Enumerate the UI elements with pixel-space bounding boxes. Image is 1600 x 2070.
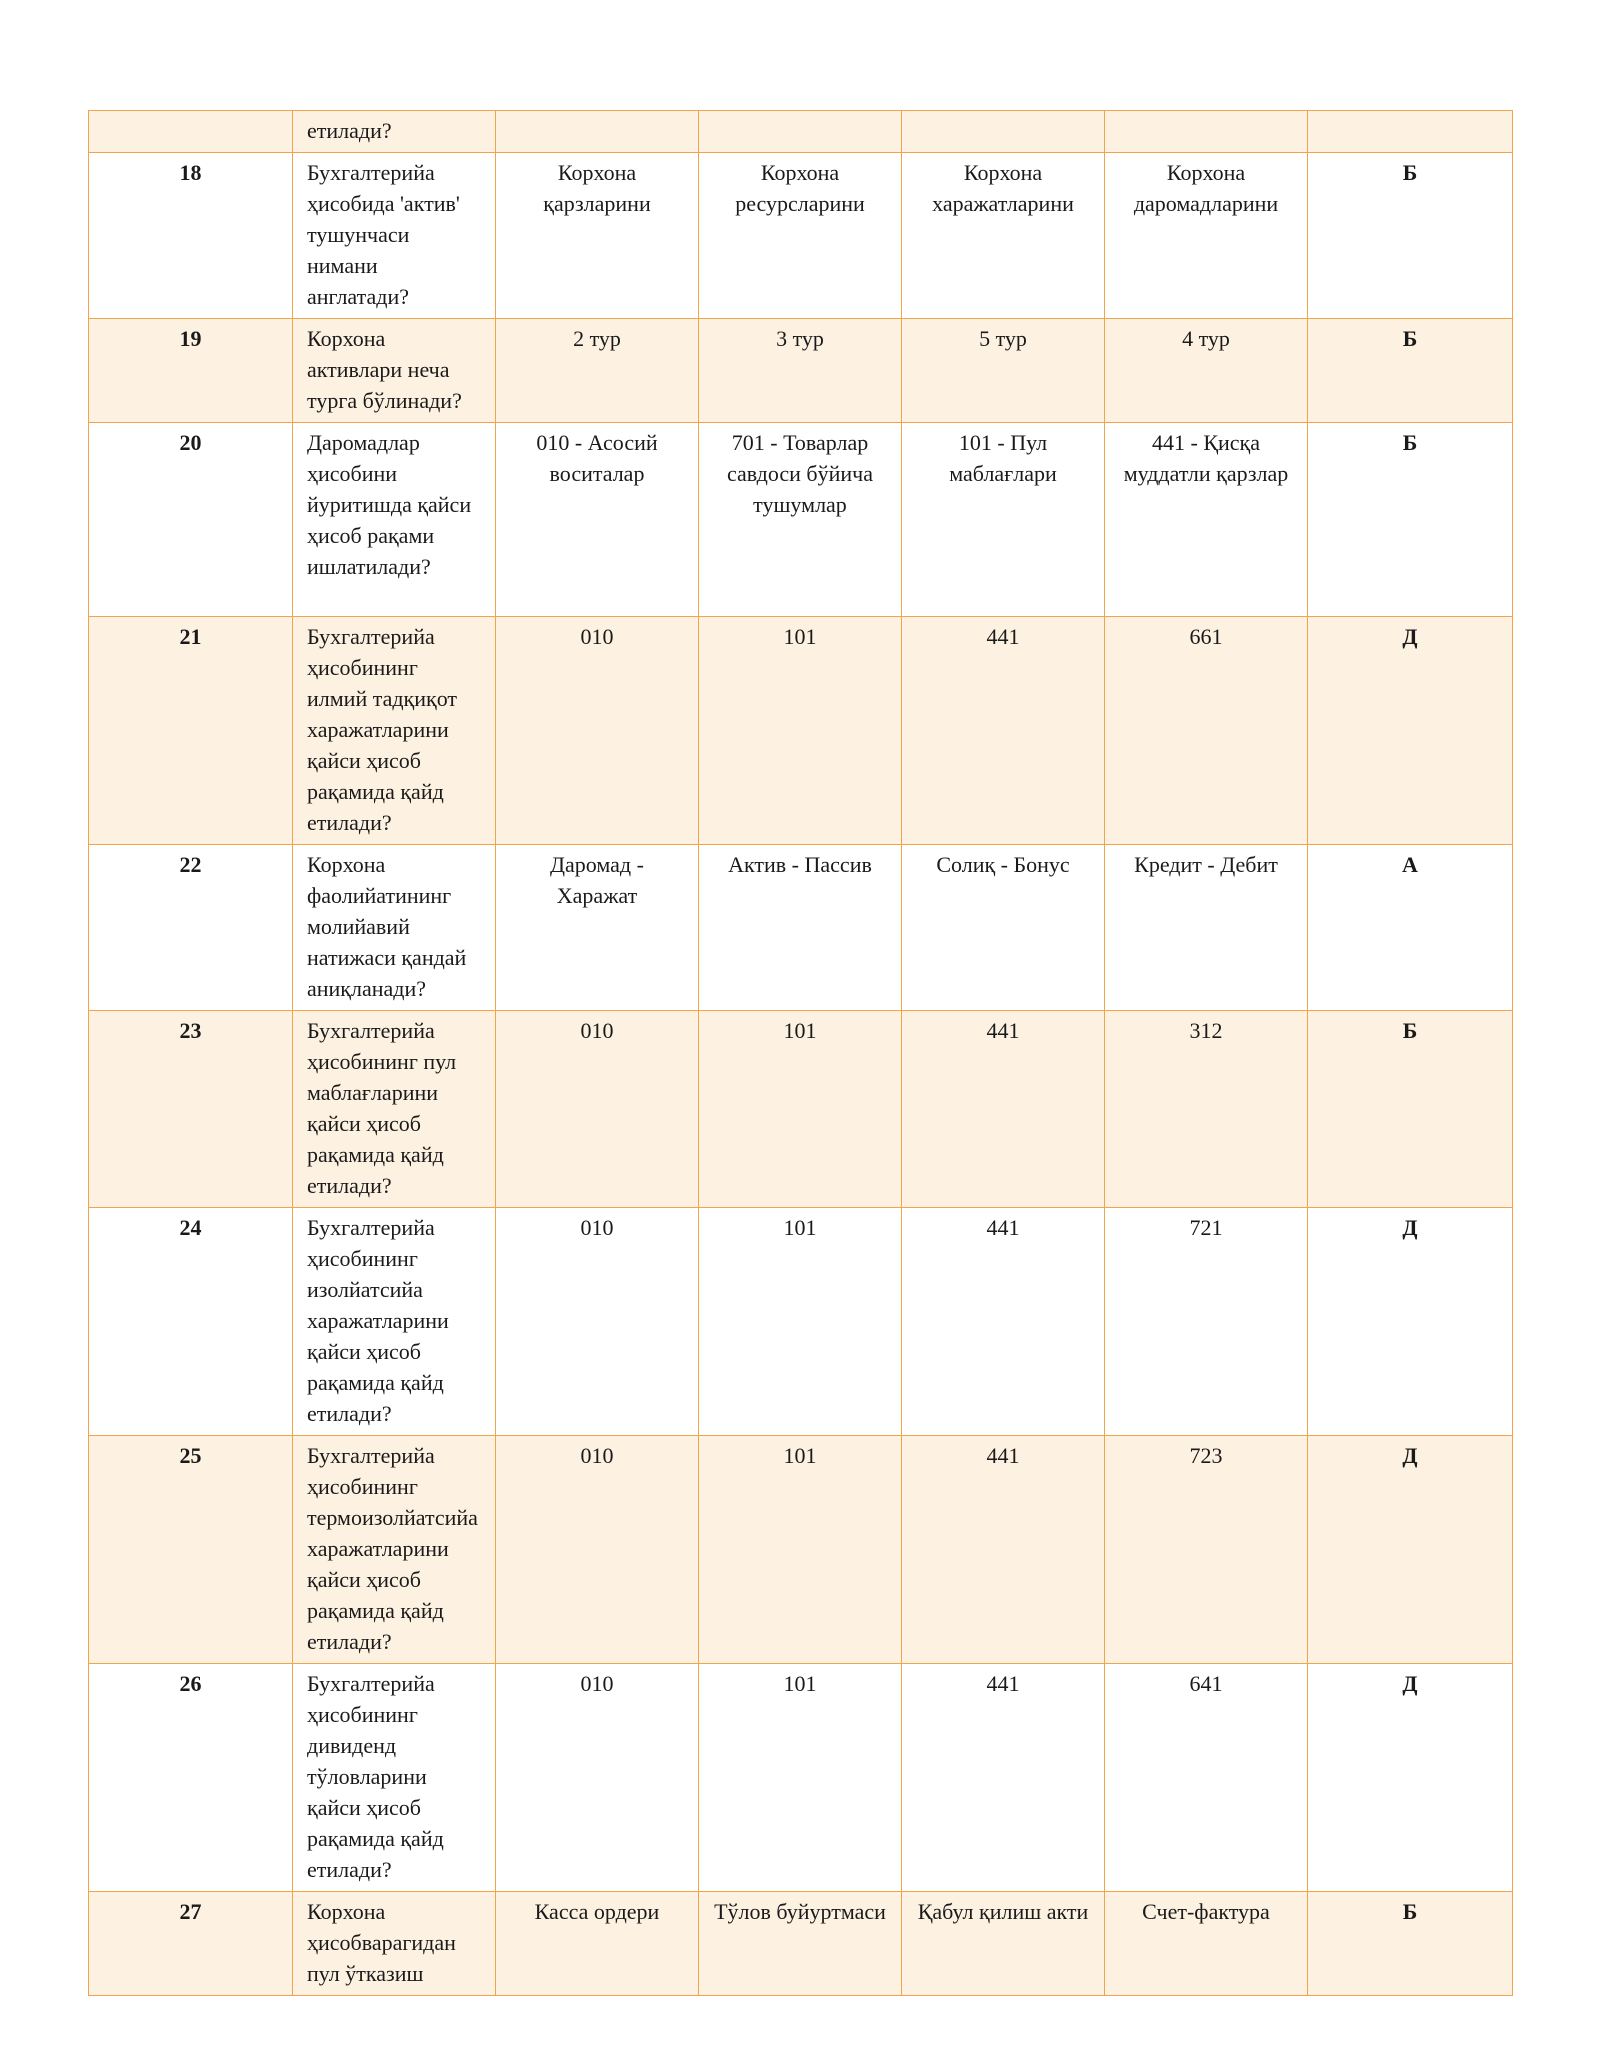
question-number: 23 [89,1011,293,1208]
correct-answer: Б [1308,1011,1513,1208]
question-number: 21 [89,617,293,845]
question-number: 22 [89,845,293,1011]
correct-answer [1308,111,1513,153]
question-number: 27 [89,1892,293,1996]
option-a: 010 [496,1664,699,1892]
table-row [89,845,1513,1011]
option-d: Счет-фактура [1105,1892,1308,1996]
table-row [89,1011,1513,1208]
question-text: етилади? [293,111,496,153]
correct-answer: А [1308,845,1513,1011]
question-number: 20 [89,423,293,617]
question-text: Бухгалтерийа ҳисобида 'актив' тушунчаси нимани англатади? [293,153,496,319]
option-d: 661 [1105,617,1308,845]
question-number [89,111,293,153]
option-c: 441 [902,1664,1105,1892]
table-row [89,1892,1513,1996]
option-c: 441 [902,1208,1105,1436]
question-text: Корхона ҳисобварагидан пул ўтказиш [293,1892,496,1996]
option-c: 5 тур [902,319,1105,423]
option-b: Корхона ресурсларини [699,153,902,319]
option-d [1105,111,1308,153]
option-a: 010 [496,1011,699,1208]
table-row [89,1208,1513,1436]
correct-answer: Б [1308,423,1513,617]
option-b: Актив - Пассив [699,845,902,1011]
quiz-table [88,110,1513,1996]
option-b: 101 [699,617,902,845]
question-number: 24 [89,1208,293,1436]
option-b: 701 - Товарлар савдоси бўйича тушумлар [699,423,902,617]
option-d: 721 [1105,1208,1308,1436]
table-row [89,111,1513,153]
option-b: Тўлов буйуртмаси [699,1892,902,1996]
option-c: 441 [902,617,1105,845]
option-d: Кредит - Дебит [1105,845,1308,1011]
question-text: Бухгалтерийа ҳисобининг илмий тадқиқот харажатларини қайси ҳисоб рақамида қайд етилади? [293,617,496,845]
correct-answer: Д [1308,1664,1513,1892]
option-c: Қабул қилиш акти [902,1892,1105,1996]
option-d: Корхона даромадларини [1105,153,1308,319]
correct-answer: Б [1308,153,1513,319]
correct-answer: Б [1308,319,1513,423]
option-c [902,111,1105,153]
correct-answer: Д [1308,1436,1513,1664]
question-text: Бухгалтерийа ҳисобининг изолйатсийа харажатларини қайси ҳисоб рақамида қайд етилади? [293,1208,496,1436]
question-number: 26 [89,1664,293,1892]
correct-answer: Б [1308,1892,1513,1996]
option-c: Корхона харажатларини [902,153,1105,319]
option-a: 010 [496,1436,699,1664]
option-a: 010 - Асосий воситалар [496,423,699,617]
table-row [89,617,1513,845]
option-c: 441 [902,1011,1105,1208]
table-row [89,423,1513,617]
option-c: 101 - Пул маблағлари [902,423,1105,617]
question-text: Корхона активлари неча турга бўлинади? [293,319,496,423]
option-d: 641 [1105,1664,1308,1892]
option-a: 2 тур [496,319,699,423]
option-d: 723 [1105,1436,1308,1664]
question-text: Бухгалтерийа ҳисобининг термоизолйатсийа харажатларини қайси ҳисоб рақамида қайд етилади? [293,1436,496,1664]
option-d: 441 - Қисқа муддатли қарзлар [1105,423,1308,617]
option-d: 4 тур [1105,319,1308,423]
correct-answer: Д [1308,617,1513,845]
option-c: 441 [902,1436,1105,1664]
question-number: 18 [89,153,293,319]
table-row [89,1436,1513,1664]
option-a: Даромад - Харажат [496,845,699,1011]
option-c: Солиқ - Бонус [902,845,1105,1011]
option-a: Касса ордери [496,1892,699,1996]
option-a [496,111,699,153]
question-number: 25 [89,1436,293,1664]
question-text: Бухгалтерийа ҳисобининг дивиденд тўловларини қайси ҳисоб рақамида қайд етилади? [293,1664,496,1892]
table-row [89,319,1513,423]
option-b: 101 [699,1664,902,1892]
option-b: 101 [699,1436,902,1664]
question-text: Бухгалтерийа ҳисобининг пул маблағларини қайси ҳисоб рақамида қайд етилади? [293,1011,496,1208]
option-a: Корхона қарзларини [496,153,699,319]
option-a: 010 [496,617,699,845]
option-b [699,111,902,153]
option-b: 101 [699,1011,902,1208]
option-d: 312 [1105,1011,1308,1208]
question-number: 19 [89,319,293,423]
correct-answer: Д [1308,1208,1513,1436]
option-a: 010 [496,1208,699,1436]
option-b: 101 [699,1208,902,1436]
question-text: Корхона фаолийатининг молийавий натижаси қандай аниқланади? [293,845,496,1011]
table-row [89,1664,1513,1892]
question-text: Даромадлар ҳисобини йуритишда қайси ҳисоб рақами ишлатилади? [293,423,496,617]
table-row [89,153,1513,319]
option-b: 3 тур [699,319,902,423]
